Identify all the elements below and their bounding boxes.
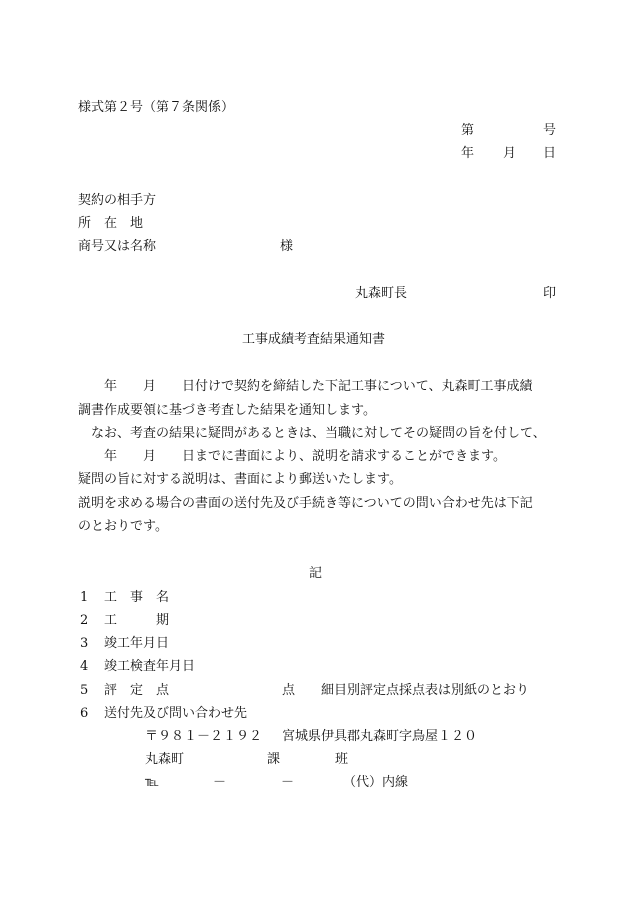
- body-line: なお、考査の結果に疑問があるときは、当職に対してその疑問の旨を付して、: [78, 426, 546, 441]
- recipient-name-label: 商号又は名称: [78, 239, 157, 254]
- doc-number-prefix: 第: [461, 123, 475, 138]
- seal-mark: 印: [543, 286, 557, 301]
- item-3-number: 3: [80, 636, 89, 651]
- body-line: 年 月 日までに書面により、説明を請求することができます。: [78, 449, 506, 464]
- contact-group: 班: [335, 752, 349, 767]
- item-5-label: 評 定 点: [104, 683, 170, 698]
- contact-address: 宮城県伊具郡丸森町字鳥屋１２０: [282, 729, 478, 744]
- contact-tel-dash-2: －: [281, 775, 295, 790]
- body-line: 調書作成要領に基づき考査した結果を通知します。: [78, 403, 376, 418]
- item-4-number: 4: [80, 659, 89, 674]
- sender-mayor: 丸森町長: [355, 286, 408, 301]
- recipient-address-label: 所 在 地: [78, 216, 144, 231]
- item-4-label: 竣工検査年月日: [104, 659, 196, 674]
- body-line: のとおりです。: [78, 519, 168, 534]
- date-day: 日: [543, 146, 557, 161]
- ki-heading: 記: [309, 566, 323, 581]
- body-line: 説明を求める場合の書面の送付先及び手続き等についての問い合わせ先は下記: [78, 496, 533, 511]
- item-5-number: 5: [80, 683, 89, 698]
- doc-number-suffix: 号: [543, 123, 557, 138]
- date-year: 年: [461, 146, 475, 161]
- date-month: 月: [503, 146, 517, 161]
- document-title: 工事成績考査結果通知書: [242, 332, 386, 347]
- body-line: 年 月 日付けで契約を締結した下記工事について、丸森町工事成績: [78, 379, 533, 394]
- contact-extension-label: （代）内線: [343, 775, 409, 790]
- telephone-icon: ℡: [145, 775, 159, 790]
- contact-section: 課: [267, 752, 281, 767]
- item-2-number: 2: [80, 613, 89, 628]
- item-1-number: 1: [80, 590, 89, 605]
- item-5-unit: 点: [282, 683, 296, 698]
- item-6-label: 送付先及び問い合わせ先: [104, 706, 248, 721]
- recipient-heading: 契約の相手方: [78, 193, 157, 208]
- contact-postal-code: 〒９８１－２１９２: [145, 729, 263, 744]
- body-line: 疑問の旨に対する説明は、書面により郵送いたします。: [78, 472, 402, 487]
- item-2-label: 工 期: [104, 613, 170, 628]
- form-id: 様式第２号（第７条関係）: [78, 100, 235, 115]
- item-1-label: 工 事 名: [104, 590, 170, 605]
- item-6-number: 6: [80, 706, 89, 721]
- item-3-label: 竣工年月日: [104, 636, 170, 651]
- contact-office: 丸森町: [145, 752, 185, 767]
- contact-tel-dash-1: －: [213, 775, 227, 790]
- item-5-note: 細目別評定点採点表は別紙のとおり: [321, 683, 530, 698]
- recipient-honorific: 様: [280, 239, 294, 254]
